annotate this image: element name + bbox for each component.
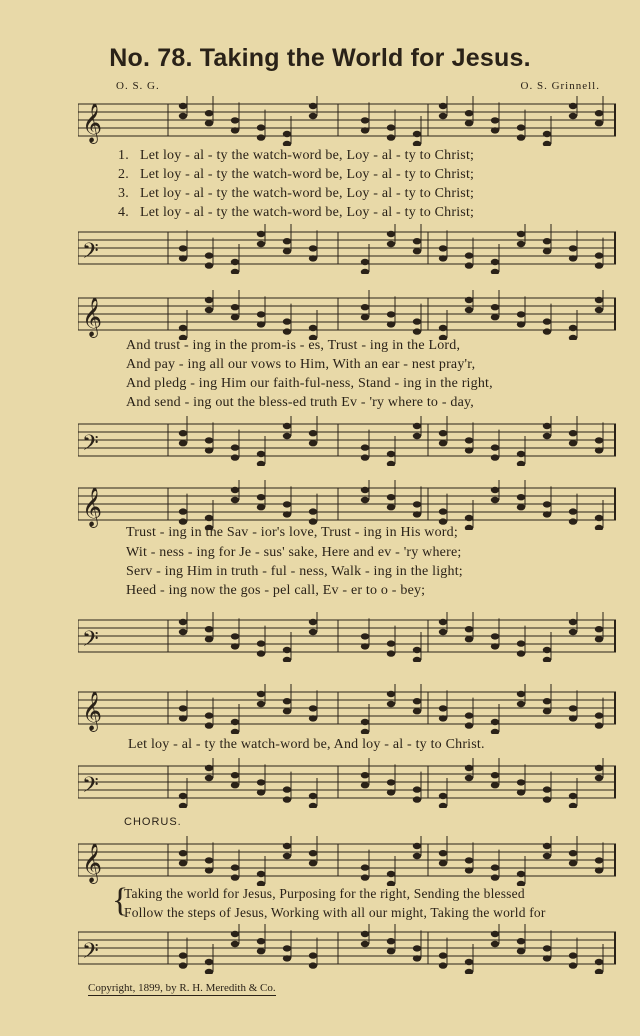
lyric-line: 3. Let loy - al - ty the watch-word be, Loy - al - ty to Christ; — [118, 186, 475, 201]
verse-number: 1. — [118, 148, 129, 163]
lyric-line: Wit - ness - ing for Je - sus' sake, Here and ev - 'ry where; — [126, 545, 462, 560]
copyright-notice: Copyright, 1899, by R. H. Meredith & Co. — [88, 982, 276, 994]
treble-staff-chorus — [78, 836, 616, 886]
treble-staff-1 — [78, 96, 616, 146]
svg-text:𝄢: 𝄢 — [82, 627, 99, 657]
svg-text:𝄢: 𝄢 — [82, 239, 99, 269]
bass-staff-lines — [78, 224, 616, 274]
music-credit: O. S. Grinnell. — [520, 80, 600, 92]
verse-number: 3. — [118, 186, 129, 201]
bass-staff-lines — [78, 416, 616, 466]
treble-staff-lines — [78, 480, 616, 530]
bass-staff-chorus — [78, 924, 616, 974]
lyric-line: Let loy - al - ty the watch-word be, And loy - al - ty to Christ. — [128, 737, 485, 752]
chorus-label: CHORUS. — [124, 816, 182, 828]
svg-text:𝄞: 𝄞 — [82, 691, 103, 731]
treble-staff-3 — [78, 480, 616, 530]
bass-staff-4 — [78, 758, 616, 808]
lyric-line: And pay - ing all our vows to Him, With an ear - nest pray'r, — [126, 357, 476, 372]
treble-staff-lines — [78, 96, 616, 146]
bass-staff-1 — [78, 224, 616, 274]
bass-staff-lines — [78, 924, 616, 974]
treble-staff-lines — [78, 836, 616, 886]
svg-text:𝄞: 𝄞 — [82, 843, 103, 883]
lyric-line: Trust - ing in the Sav - ior's love, Trust - ing in His word; — [126, 525, 458, 540]
lyric-line: And pledg - ing Him our faith-ful-ness, Stand - ing in the right, — [126, 376, 493, 391]
lyric-line: 1. Let loy - al - ty the watch-word be, Loy - al - ty to Christ; — [118, 148, 475, 163]
words-credit: O. S. G. — [116, 80, 160, 92]
bass-staff-3 — [78, 612, 616, 662]
treble-staff-4 — [78, 684, 616, 734]
treble-staff-lines — [78, 290, 616, 340]
svg-text:𝄞: 𝄞 — [82, 487, 103, 527]
lyric-line: Follow the steps of Jesus, Working with all our might, Taking the world for — [124, 905, 546, 920]
verse-number: 2. — [118, 167, 129, 182]
lyric-line: And trust - ing in the prom-is - es, Trust - ing in the Lord, — [126, 338, 461, 353]
bass-staff-2 — [78, 416, 616, 466]
treble-staff-lines — [78, 684, 616, 734]
svg-text:𝄢: 𝄢 — [82, 431, 99, 461]
svg-text:𝄞: 𝄞 — [82, 103, 103, 143]
lyric-line: 2. Let loy - al - ty the watch-word be, Loy - al - ty to Christ; — [118, 167, 475, 182]
svg-text:𝄢: 𝄢 — [82, 939, 99, 969]
lyric-line: 4. Let loy - al - ty the watch-word be, Loy - al - ty to Christ; — [118, 205, 475, 220]
lyric-line: Taking the world for Jesus, Purposing for the right, Sending the blessed — [124, 886, 525, 901]
lyric-line: And send - ing out the bless-ed truth Ev - 'ry where to - day, — [126, 395, 474, 410]
svg-text:𝄢: 𝄢 — [82, 773, 99, 803]
bass-staff-lines — [78, 758, 616, 808]
treble-staff-2 — [78, 290, 616, 340]
hymn-title: No. 78. Taking the World for Jesus. — [109, 44, 531, 72]
bass-staff-lines — [78, 612, 616, 662]
verse-brace: { — [112, 882, 129, 919]
lyric-line: Heed - ing now the gos - pel call, Ev - er to o - bey; — [126, 583, 426, 598]
lyric-line: Serv - ing Him in truth - ful - ness, Walk - ing in the light; — [126, 564, 463, 579]
verse-number: 4. — [118, 205, 129, 220]
svg-text:𝄞: 𝄞 — [82, 297, 103, 337]
